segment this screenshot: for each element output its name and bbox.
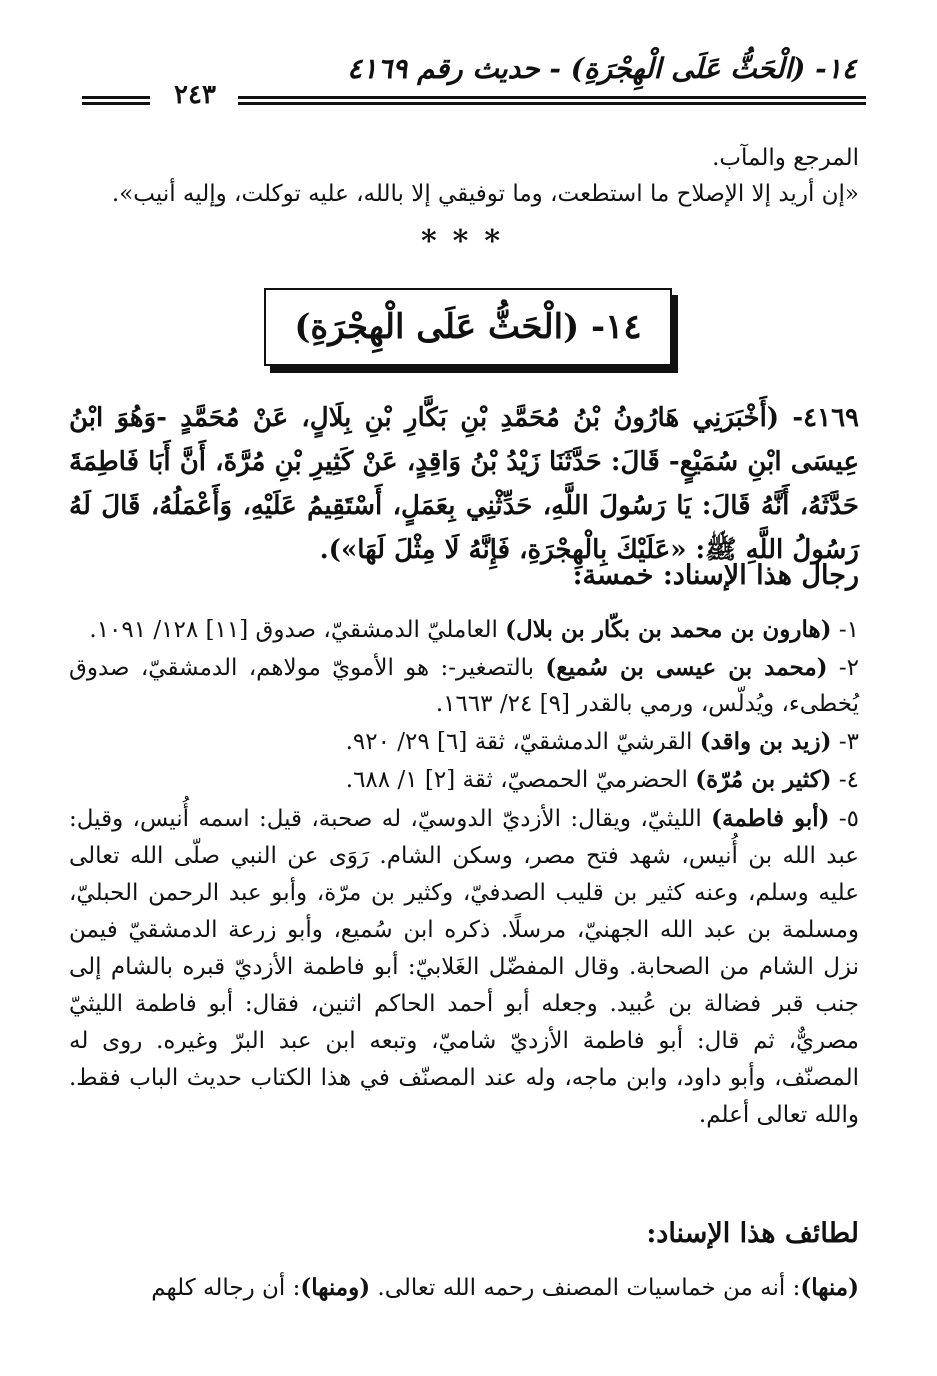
subtlety-line: (منها): أنه من خماسيات المصنف رحمه الله تعالى. (ومنها): أن رجاله كلهم [151,1274,859,1301]
narrator-name: (محمد بن عيسى بن سُميع) [545,654,828,681]
hadith-paragraph: ٤١٦٩- (أَخْبَرَنِي هَارُونُ بْنُ مُحَمَّدِ بْنِ بَكَّارِ بْنِ بِلَالٍ، عَنْ مُحَمَّدٍ -وَهُوَ ابْنُ عِيسَى ابْنِ سُمَيْعٍ- قَالَ: حَدَّثَنَا زَيْدُ بْنُ وَاقِدٍ، عَنْ كَثِيرِ بْنِ مُرَّةَ، أَنَّ أَبَا فَاطِمَةَ حَدَّثَهُ، أَنَّهُ قَالَ: يَا رَسُولَ اللَّهِ، حَدِّثْنِي بِعَمَلٍ، أَسْتَقِيمُ عَلَيْهِ، وَأَعْمَلُهُ، قَالَ لَهُ رَسُولُ اللَّهِ ﷺ: «عَلَيْكَ بِالْهِجْرَةِ، فَإِنَّهُ لَا مِثْلَ لَهَا»). [69,403,859,565]
running-title: ١٤- (الْحَثُّ عَلَى الْهِجْرَةِ) - حديث رقم ٤١٦٩ [347,52,857,85]
narrator-name: (أبو فاطمة) [711,805,830,832]
narrator-5: ٥- (أبو فاطمة) الليثيّ، ويقال: الأزديّ الدوسيّ، له صحبة، قيل: اسمه أُنيس، وقيل: عبد الله بن أُنيس، شهد فتح مصر، وسكن الشام. رَوَى عن النبي صلّى الله تعالى عليه وسلم، وعنه كثير بن قليب الصدفيّ، وكثير بن مرّة، وأبو عبد الرحمن الحبليّ، ومسلمة بن عبد الله الجهنيّ، مرسلًا. ذكره ابن سُميع، وأبو زرعة الدمشقيّ فيمن نزل الشام من الصحابة. وقال المفضّل الغَلابيّ: أبو فاطمة الأزديّ قبره بالشام إلى جنب قبر فضالة بن عُبيد. وجعله أبو أحمد الحاكم اثنين، فقال: أبو فاطمة الليثيّ مصريٌّ، ثم قال: أبو فاطمة الأزديّ شاميّ، وتبعه ابن عبد البرّ وغيره. روى له المصنّف، وأبو داود، وابن ماجه، وله عند المصنّف في هذا الكتاب حديث الباب فقط. والله تعالى أعلم. [69,805,860,1128]
page-number: ٢٤٣ [174,80,216,110]
intro-line-1: المرجع والمآب. [712,145,859,171]
intro-text [69,140,859,212]
hadith-text [69,396,859,572]
header-rule [238,96,866,106]
narrator-4: ٤- (كثير بن مُرّة) الحضرميّ الحمصيّ، ثقة [٢] ١/ ٦٨٨. [345,766,859,793]
narrators-heading: رجال هذا الإسناد: خمسة: [572,560,859,591]
chapter-title-box [264,288,672,366]
narrator-name: (هارون بن محمد بن بكّار بن بلال) [505,616,832,643]
chapter-title: ١٤- (الْحَثُّ عَلَى الْهِجْرَةِ) [294,307,642,347]
narrator-2: ٢- (محمد بن عيسى بن سُميع) بالتصغير-: هو الأمويّ مولاهم، الدمشقيّ، صدوق يُخطىء، ويُدلّس، ورمي بالقدر [٩] ٢٤/ ١٦٦٣. [69,654,859,717]
section-separator: *** [420,224,517,259]
narrator-name: (كثير بن مُرّة) [695,766,832,793]
narrators-list [69,612,859,1136]
narrator-3: ٣- (زيد بن واقد) القرشيّ الدمشقيّ، ثقة [٦] ٢٩/ ٩٢٠. [345,728,859,755]
intro-line-2: «إن أريد إلا الإصلاح ما استطعت، وما توفيقي إلا بالله، عليه توكلت، وإليه أنيب». [111,181,859,207]
subtleties-heading: لطائف هذا الإسناد: [646,1218,859,1249]
subtleties-text [69,1270,859,1306]
header-rule-left [82,96,150,106]
narrator-1: ١- (هارون بن محمد بن بكّار بن بلال) العامليّ الدمشقيّ، صدوق [١١] ١٢٨/ ١٠٩١. [89,616,859,643]
narrator-name: (زيد بن واقد) [699,728,832,755]
